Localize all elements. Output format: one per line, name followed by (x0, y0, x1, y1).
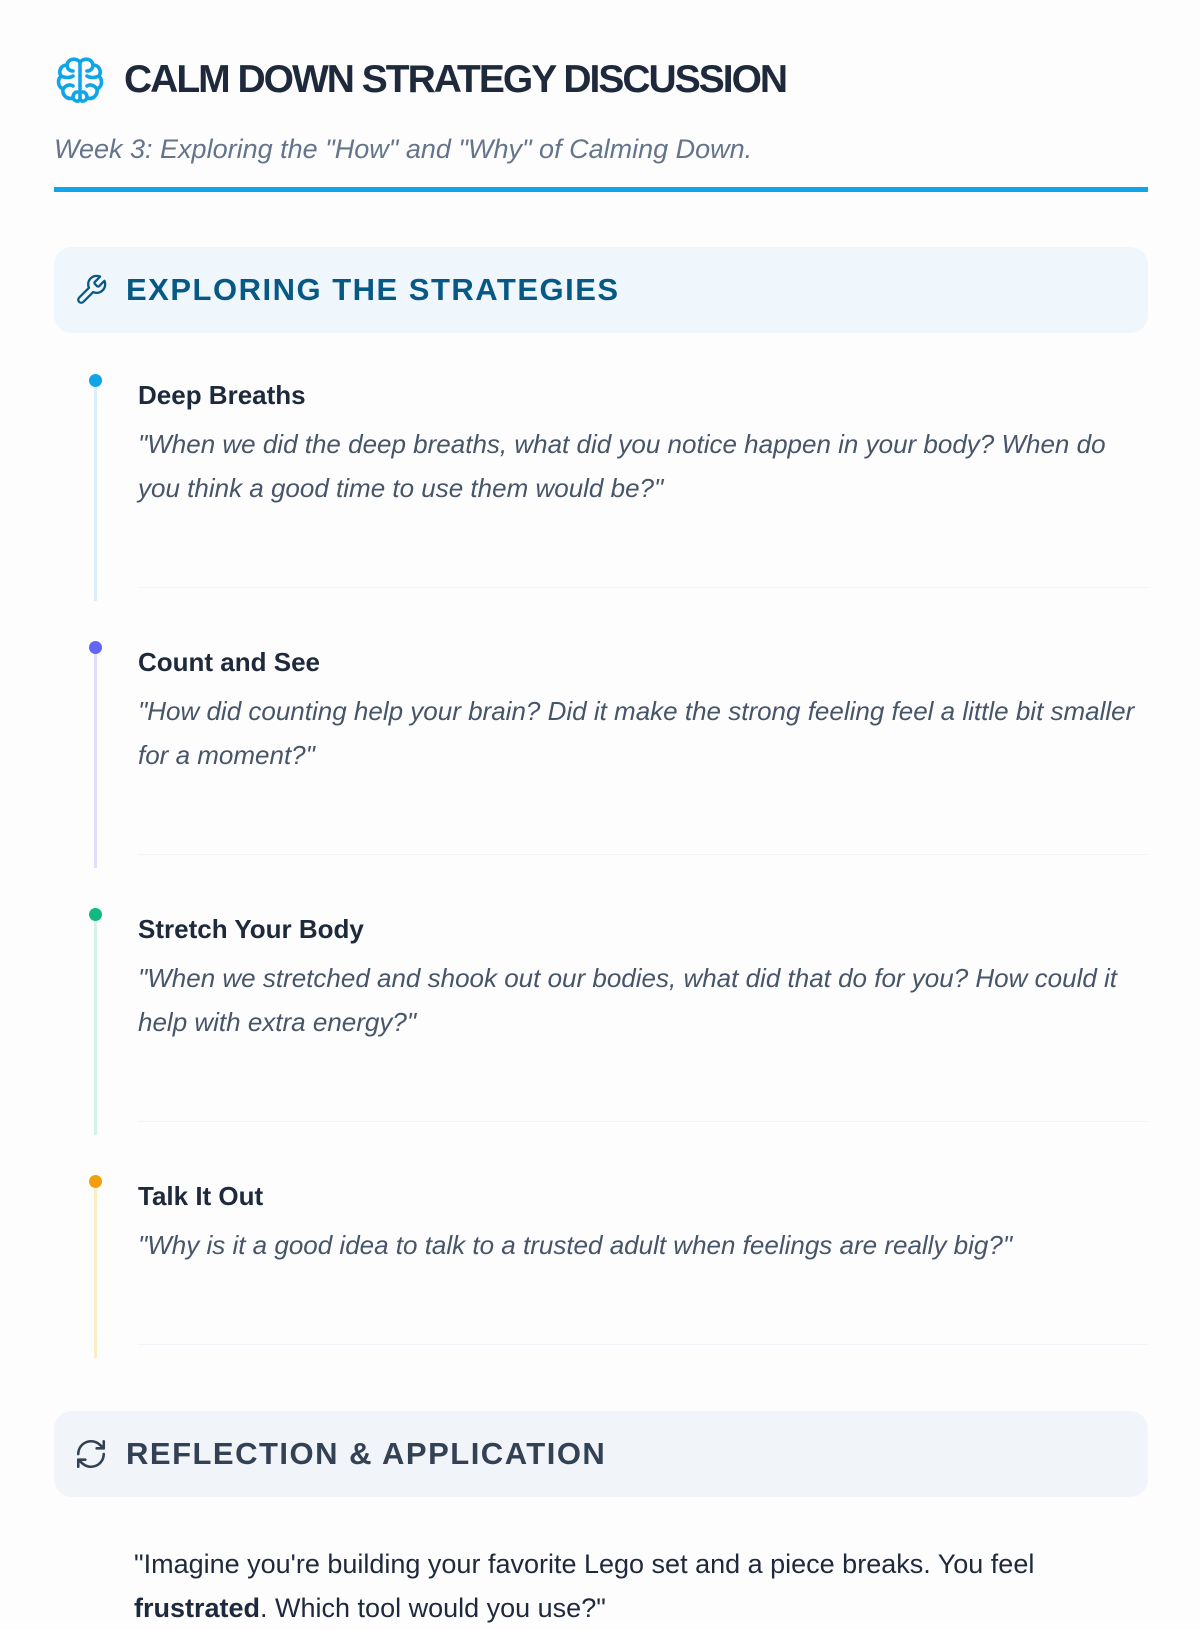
timeline-line (94, 921, 97, 1135)
brain-icon (54, 54, 106, 106)
timeline-line (94, 654, 97, 868)
strategy-name: Stretch Your Body (138, 914, 364, 944)
timeline-line (94, 387, 97, 601)
header-divider (54, 187, 1148, 192)
page-title: CALM DOWN STRATEGY DISCUSSION (124, 58, 787, 101)
title-row (54, 52, 1148, 108)
reflection-emphasis: frustrated (134, 1593, 261, 1623)
strategy-divider (138, 1121, 1148, 1122)
strategy-item (86, 374, 1148, 588)
timeline-dot (89, 1175, 102, 1188)
strategy-name: Talk It Out (138, 1181, 264, 1211)
strategy-item (86, 1175, 1148, 1345)
section-title: REFLECTION & APPLICATION (126, 1436, 607, 1471)
reflection-prompt-end: . Which tool would you use?" (260, 1593, 606, 1623)
strategy-question: "Why is it a good idea to talk to a trusted adult when feelings are really big?" (138, 1230, 1013, 1260)
strategy-question: "When we stretched and shook out our bodies, what did that do for you? How could it help with extra energy?" (138, 963, 1118, 1037)
section-title: EXPLORING THE STRATEGIES (126, 272, 620, 307)
strategy-name: Count and See (138, 647, 321, 677)
timeline-line (94, 1188, 97, 1358)
strategy-divider (138, 854, 1148, 855)
strategy-name: Deep Breaths (138, 380, 306, 410)
strategy-divider (138, 587, 1148, 588)
page-subtitle: Week 3: Exploring the "How" and "Why" of Calming Down. (54, 134, 753, 164)
strategy-item (86, 908, 1148, 1122)
refresh-icon (74, 1437, 108, 1471)
timeline-dot (89, 908, 102, 921)
strategy-item (86, 641, 1148, 855)
page-header (54, 52, 1148, 165)
reflection-prompt (134, 1542, 1134, 1630)
section-header-strategies (54, 247, 1148, 333)
reflection-prompt-start: "Imagine you're building your favorite Lego set and a piece breaks. You feel (134, 1549, 1035, 1579)
timeline-dot (89, 374, 102, 387)
wrench-icon (74, 273, 108, 307)
strategy-question: "How did counting help your brain? Did it make the strong feeling feel a little bit smaller for a moment?" (138, 696, 1135, 770)
strategy-divider (138, 1344, 1148, 1345)
strategy-question: "When we did the deep breaths, what did you notice happen in your body? When do you think a good time to use them would be?" (138, 429, 1106, 503)
timeline-dot (89, 641, 102, 654)
section-header-reflection (54, 1411, 1148, 1497)
